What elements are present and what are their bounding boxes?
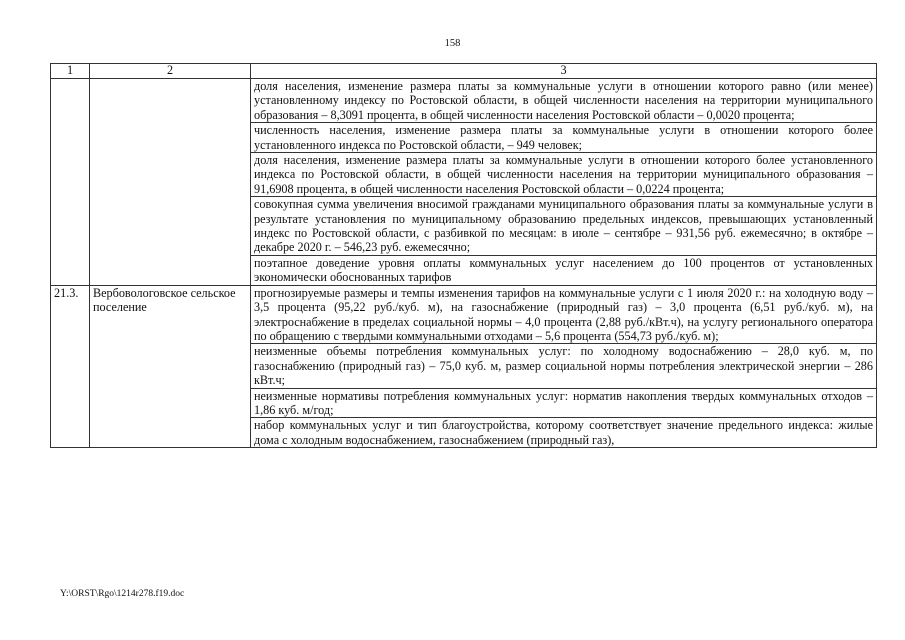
row-content-cell xyxy=(251,79,877,286)
row-name-cell: Вербовологовское сельское поселение xyxy=(90,285,251,447)
content-paragraph: доля населения, изменение размера платы за коммунальные услуги в отношении которого более установленного индекса по Ростовской области, в общей численности населения на территории муниципального образования – 91,6908 процента, в общей численности населения Ростовской области – 0,0224 процента; xyxy=(251,153,876,197)
content-paragraph: численность населения, изменение размера платы за коммунальные услуги в отношении которого более установленного индекса по Ростовской области, – 949 человек; xyxy=(251,123,876,153)
table-row-21-3 xyxy=(51,285,877,447)
content-paragraph: доля населения, изменение размера платы за коммунальные услуги в отношении которого равно (или менее) установленному индексу по Ростовской области, в общей численности населения на территории муниципального образования – 8,3091 процента, в общей численности населения Ростовской области – 0,0020 процента; xyxy=(251,79,876,123)
table-row-continued xyxy=(51,79,877,286)
content-paragraph: поэтапное доведение уровня оплаты коммунальных услуг населением до 100 процентов от установленных экономически обоснованных тарифов xyxy=(254,255,873,285)
content-paragraph: прогнозируемые размеры и темпы изменения тарифов на коммунальные услуги с 1 июля 2020 г.: на холодную воду – 3,5 процента (95,22 руб./куб. м), на газоснабжение (природный газ) – 3,0 процента (6,51 руб./куб. м), на электроснабжение в пределах социальной нормы – 4,0 процента (2,88 руб./кВт.ч), на услугу регионального оператора по обращению с твердыми коммунальными отходами – 5,6 процента (554,73 руб./куб. м); xyxy=(251,286,876,345)
header-col-3: 3 xyxy=(251,64,877,79)
content-paragraph: неизменные нормативы потребления коммунальных услуг: норматив накопления твердых коммунальных отходов – 1,86 куб. м/год; xyxy=(251,389,876,419)
tariff-table xyxy=(50,63,877,448)
row-number-cell xyxy=(51,79,90,286)
header-col-2: 2 xyxy=(90,64,251,79)
row-content-cell xyxy=(251,285,877,447)
row-name-cell xyxy=(90,79,251,286)
content-paragraph: набор коммунальных услуг и тип благоустройства, которому соответствует значение предельного индекса: жилые дома с холодным водоснабжением, газоснабжением (природный газ), xyxy=(254,418,873,447)
content-paragraph: совокупная сумма увеличения вносимой гражданами муниципального образования платы за коммунальные услуги в результате установления по муниципальному образованию предельных индексов, превышающих установленный индекс по Ростовской области, с разбивкой по месяцам: в июле – сентябре – 931,56 руб. ежемесячно; в октябре – декабре 2020 г. – 546,23 руб. ежемесячно; xyxy=(251,197,876,256)
table-header-row xyxy=(51,64,877,79)
row-number-cell: 21.3. xyxy=(51,285,90,447)
content-paragraph: неизменные объемы потребления коммунальных услуг: по холодному водоснабжению – 28,0 куб. м, по газоснабжению (природный газ) – 75,0 куб. м, размер социальной нормы потребления электрической энергии – 286 кВт.ч; xyxy=(251,344,876,388)
header-col-1: 1 xyxy=(51,64,90,79)
page-number: 158 xyxy=(444,38,461,49)
document-path-footer: Y:\ORST\Rgo\1214r278.f19.doc xyxy=(60,589,185,599)
